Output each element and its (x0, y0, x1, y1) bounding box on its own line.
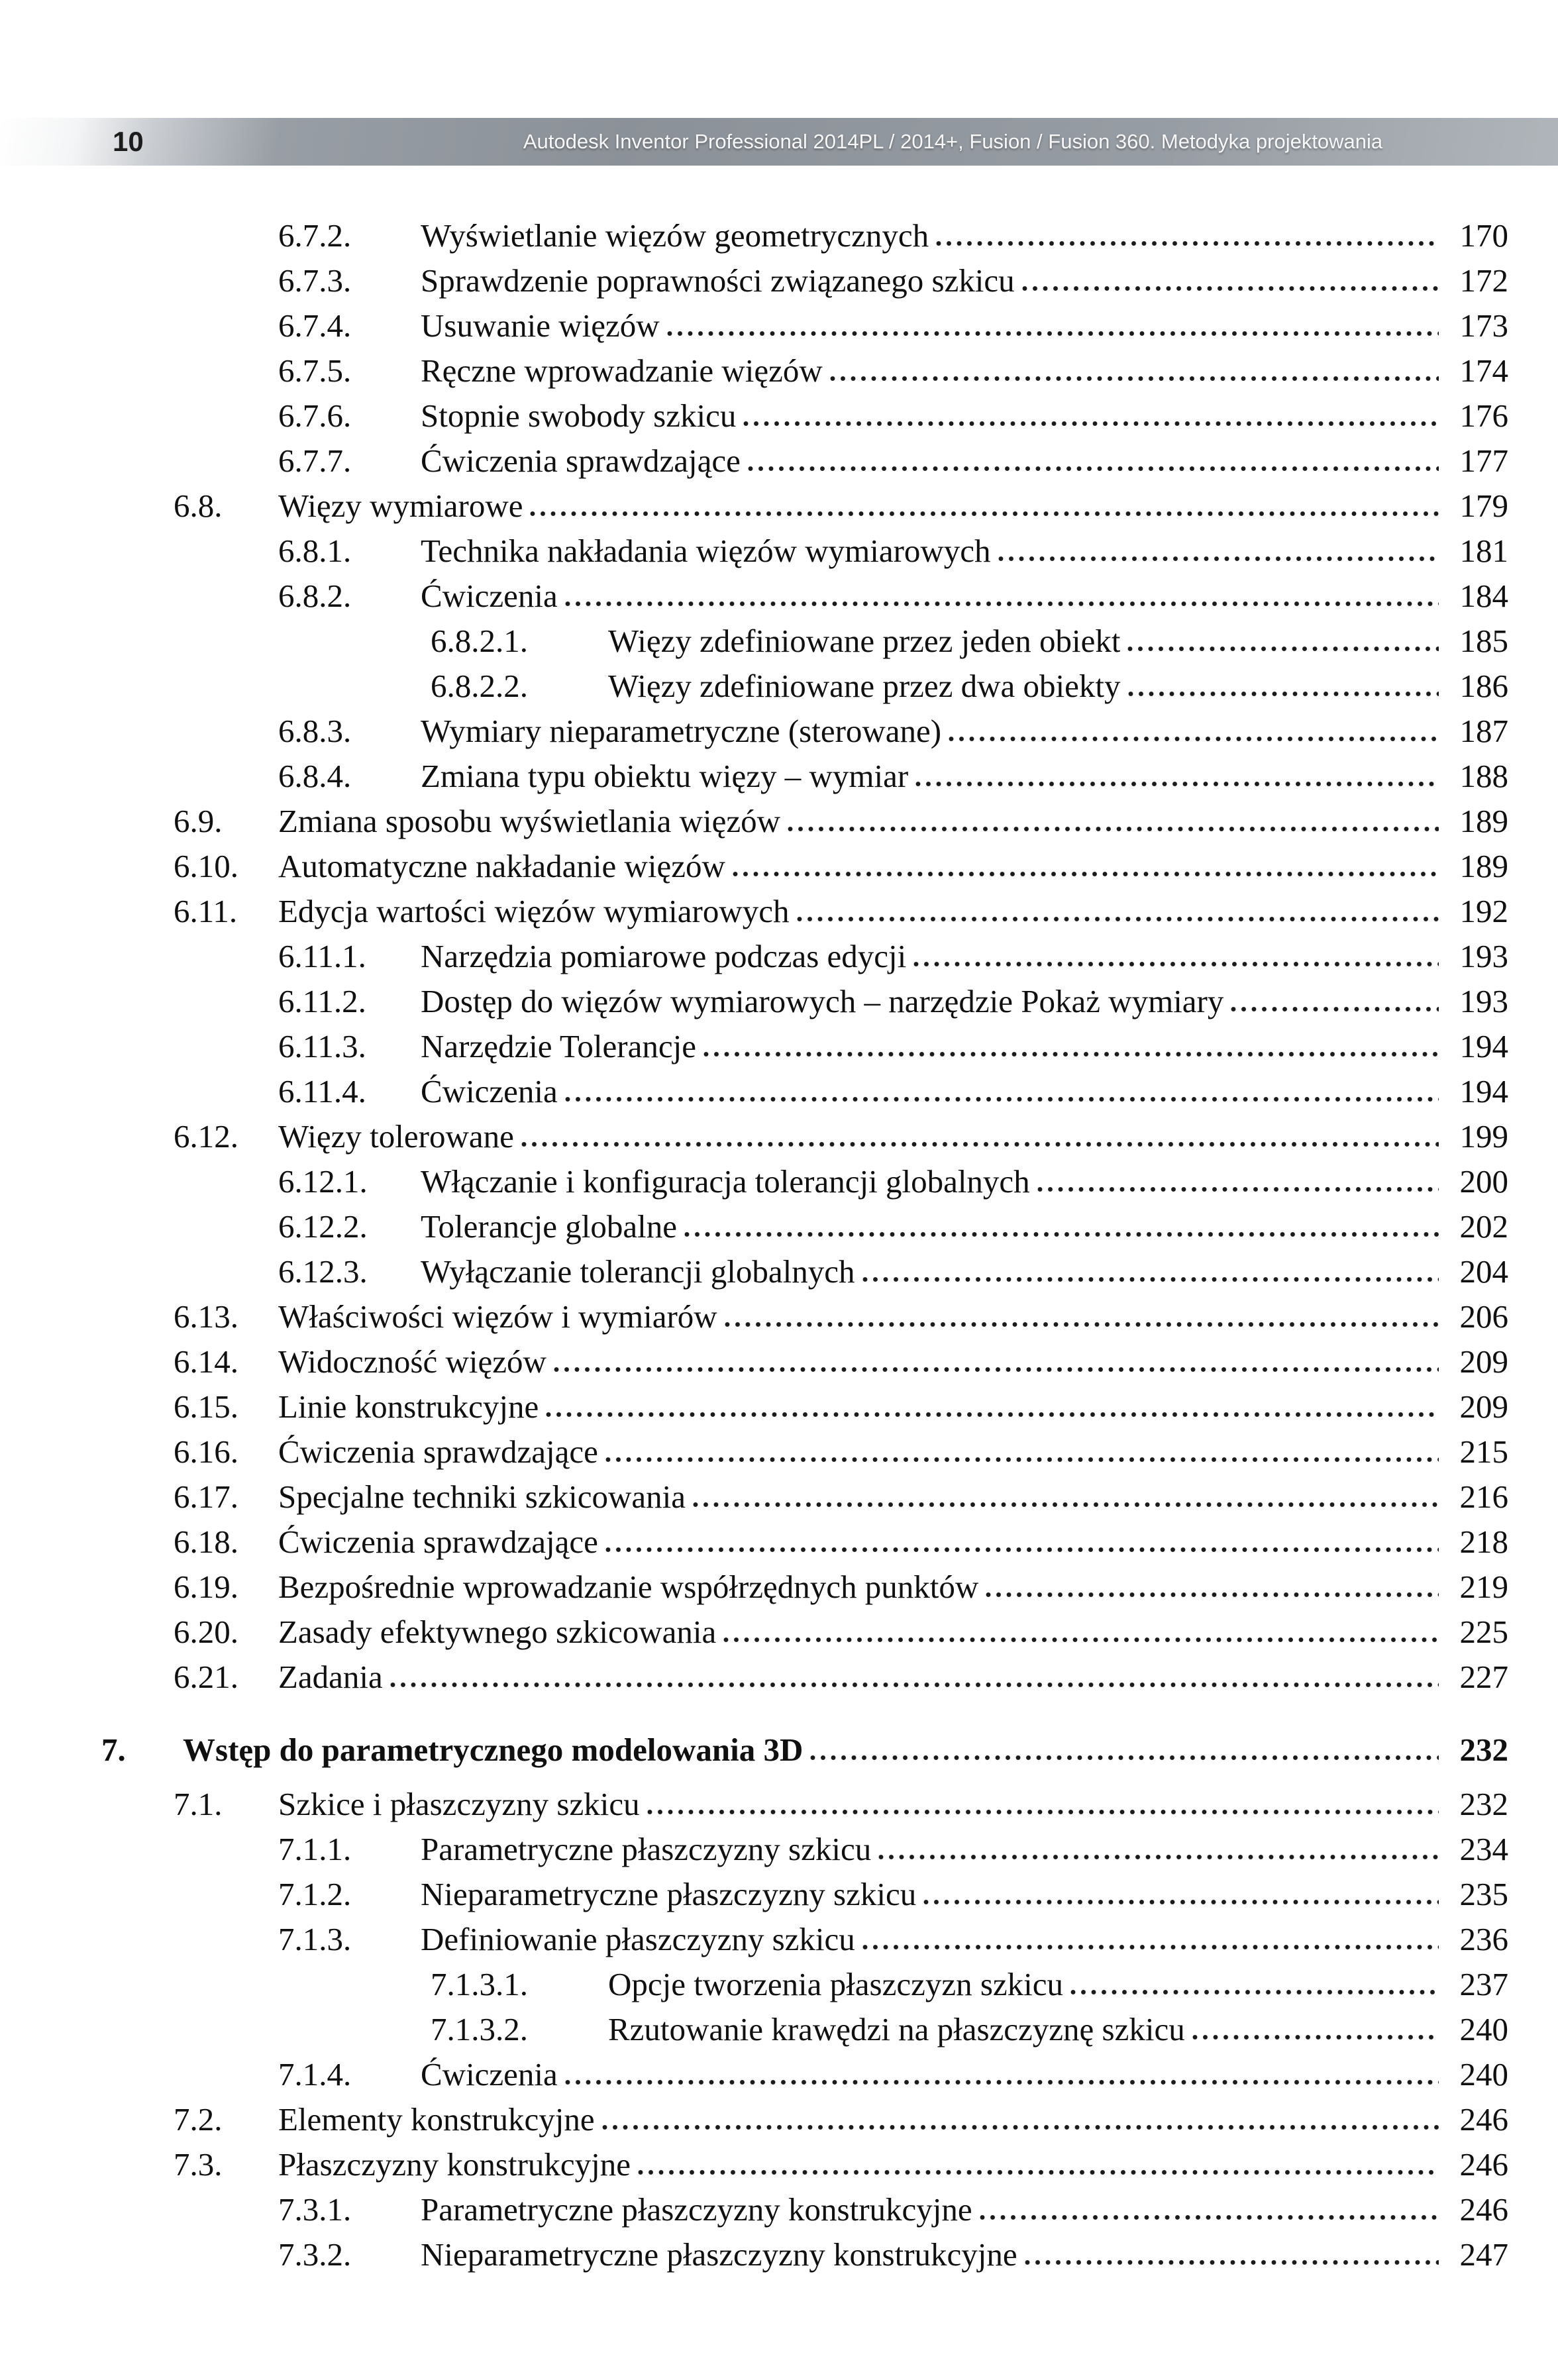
toc-entry-number: 6.7.7. (278, 442, 352, 479)
toc-entry-number: 6.11. (174, 893, 238, 929)
toc-entry-page: 209 (1459, 1343, 1508, 1380)
toc-entry-title: Opcje tworzenia płaszczyzn szkicu (608, 1966, 1064, 2002)
toc-entry (0, 664, 1508, 709)
toc-entry-title: Widoczność więzów (278, 1343, 546, 1380)
toc-entry-title: Wstęp do parametrycznego modelowania 3D (183, 1732, 804, 1768)
toc-dotted-leader (1021, 285, 1439, 291)
toc-entry-page: 218 (1459, 1524, 1508, 1560)
toc-dotted-leader (1070, 1989, 1439, 1995)
running-header (0, 118, 1558, 166)
toc-entry-title: Ćwiczenia (421, 1073, 558, 1110)
toc-dotted-leader (545, 1412, 1439, 1418)
toc-entry-page: 184 (1459, 578, 1508, 614)
toc-dotted-leader (809, 1755, 1439, 1761)
toc-dotted-leader (1192, 2034, 1439, 2040)
toc-entry-number: 6.14. (174, 1343, 238, 1380)
toc-dotted-leader (878, 1854, 1439, 1860)
toc-entry-title: Wyświetlanie więzów geometrycznych (421, 217, 929, 254)
toc-dotted-leader (796, 916, 1439, 922)
toc-entry-page: 193 (1459, 983, 1508, 1019)
toc-entry (0, 303, 1508, 348)
toc-entry-title: Parametryczne płaszczyzny konstrukcyjne (421, 2191, 972, 2228)
toc-dotted-leader (529, 511, 1439, 517)
toc-entry-page: 193 (1459, 938, 1508, 974)
toc-entry-page: 179 (1459, 488, 1508, 524)
toc-entry-number: 6.7.4. (278, 307, 352, 344)
toc-entry-number: 7.1.4. (278, 2056, 352, 2093)
toc-entry (0, 1249, 1508, 1294)
toc-entry (0, 1384, 1508, 1429)
toc-entry (0, 1917, 1508, 1962)
toc-entry-number: 6.20. (174, 1614, 238, 1650)
toc-entry (0, 1520, 1508, 1565)
toc-entry-number: 6.7.2. (278, 217, 352, 254)
toc-dotted-leader (787, 826, 1439, 832)
toc-entry-title: Dostęp do więzów wymiarowych – narzędzie Pokaż wymiary (421, 983, 1224, 1019)
toc-entry (0, 484, 1508, 529)
toc-entry-page: 202 (1459, 1208, 1508, 1245)
toc-entry-number: 6.15. (174, 1388, 238, 1425)
toc-entry-number: 6.7.3. (278, 262, 352, 299)
toc-dotted-leader (647, 1809, 1439, 1815)
toc-entry-number: 6.13. (174, 1298, 238, 1335)
toc-entry-number: 6.11.4. (278, 1073, 366, 1110)
toc-dotted-leader (723, 1637, 1439, 1643)
toc-entry (0, 889, 1508, 934)
toc-entry-title: Elementy konstrukcyjne (278, 2101, 595, 2138)
toc-dotted-leader (601, 2124, 1439, 2130)
toc-entry-title: Ćwiczenia (421, 578, 558, 614)
toc-entry-page: 216 (1459, 1478, 1508, 1515)
toc-entry-title: Zadania (278, 1659, 383, 1695)
toc-dotted-leader (1024, 2259, 1439, 2265)
toc-entry (0, 2187, 1508, 2232)
toc-entry (0, 1294, 1508, 1339)
toc-entry-title: Narzędzie Tolerancje (421, 1028, 696, 1064)
toc-entry-number: 6.8.3. (278, 713, 352, 749)
toc-entry-page: 234 (1459, 1831, 1508, 1867)
toc-entry-page: 189 (1459, 803, 1508, 839)
toc-entry-title: Rzutowanie krawędzi na płaszczyznę szkicu (608, 2011, 1185, 2047)
toc-entry (0, 1872, 1508, 1917)
toc-entry-number: 6.12. (174, 1118, 238, 1155)
toc-entry-number: 7.1.2. (278, 1876, 352, 1912)
toc-entry (0, 213, 1508, 258)
toc-entry (0, 754, 1508, 799)
toc-entry-number: 7.1.3.1. (431, 1966, 528, 2002)
toc-dotted-leader (564, 2079, 1439, 2085)
toc-entry-number: 6.8.2. (278, 578, 352, 614)
toc-entry-title: Stopnie swobody szkicu (421, 397, 737, 434)
toc-entry-number: 7.3.2. (278, 2236, 352, 2273)
toc-entry-number: 7.1.3.2. (431, 2011, 528, 2047)
toc-entry-page: 235 (1459, 1876, 1508, 1912)
toc-entry-number: 6.12.1. (278, 1163, 368, 1200)
toc-entry (0, 709, 1508, 754)
toc-dotted-leader (605, 1547, 1439, 1553)
toc-entry-page: 170 (1459, 217, 1508, 254)
toc-entry-title: Specjalne techniki szkicowania (278, 1478, 686, 1515)
toc-entry-page: 177 (1459, 442, 1508, 479)
toc-entry-title: Nieparametryczne płaszczyzny konstrukcyjne (421, 2236, 1017, 2273)
toc-dotted-leader (862, 1944, 1439, 1950)
toc-entry-page: 225 (1459, 1614, 1508, 1650)
toc-dotted-leader (913, 961, 1439, 967)
toc-entry-page: 173 (1459, 307, 1508, 344)
toc-entry-title: Wyłączanie tolerancji globalnych (421, 1253, 855, 1290)
toc-dotted-leader (743, 421, 1439, 427)
toc-entry-title: Technika nakładania więzów wymiarowych (421, 533, 991, 569)
toc-dotted-leader (1230, 1006, 1439, 1012)
toc-entry-number: 6.8. (174, 488, 223, 524)
toc-entry-title: Zmiana sposobu wyświetlania więzów (278, 803, 780, 839)
toc-entry (0, 574, 1508, 619)
toc-entry-title: Linie konstrukcyjne (278, 1388, 539, 1425)
toc-entry-page: 246 (1459, 2101, 1508, 2138)
toc-entry-title: Nieparametryczne płaszczyzny szkicu (421, 1876, 917, 1912)
toc-entry (0, 1429, 1508, 1475)
toc-entry (0, 1024, 1508, 1069)
toc-entry-number: 7.1.1. (278, 1831, 352, 1867)
toc-entry-number: 6.19. (174, 1569, 238, 1605)
toc-entry-number: 7.1. (174, 1786, 223, 1822)
toc-entry (0, 1610, 1508, 1655)
toc-entry-title: Więzy wymiarowe (278, 488, 523, 524)
toc-entry (0, 1159, 1508, 1204)
toc-entry-title: Sprawdzenie poprawności związanego szkicu (421, 262, 1015, 299)
toc-entry (0, 1204, 1508, 1249)
toc-entry-title: Płaszczyzny konstrukcyjne (278, 2146, 631, 2183)
toc-dotted-leader (684, 1231, 1439, 1237)
toc-entry-number: 6.7.6. (278, 397, 352, 434)
toc-entry-title: Włączanie i konfiguracja tolerancji globalnych (421, 1163, 1030, 1200)
toc-entry-number: 6.17. (174, 1478, 238, 1515)
toc-entry-title: Szkice i płaszczyzny szkicu (278, 1786, 640, 1822)
toc-entry (0, 619, 1508, 664)
toc-entry-number: 7.3. (174, 2146, 223, 2183)
toc-entry-title: Więzy zdefiniowane przez jeden obiekt (608, 623, 1121, 659)
toc-entry-title: Ćwiczenia sprawdzające (421, 442, 741, 479)
toc-entry-page: 209 (1459, 1388, 1508, 1425)
toc-dotted-leader (998, 556, 1439, 562)
toc-entry-page: 192 (1459, 893, 1508, 929)
toc-entry-number: 6.8.2.2. (431, 668, 528, 704)
toc-entry (0, 1565, 1508, 1610)
toc-entry-title: Bezpośrednie wprowadzanie współrzędnych punktów (278, 1569, 979, 1605)
toc-entry-number: 7. (101, 1732, 126, 1768)
toc-entry-number: 6.18. (174, 1524, 238, 1560)
toc-entry-number: 6.8.1. (278, 533, 352, 569)
toc-entry-title: Zmiana typu obiektu więzy – wymiar (421, 758, 909, 794)
toc-entry-title: Więzy tolerowane (278, 1118, 514, 1155)
toc-entry-number: 6.12.3. (278, 1253, 368, 1290)
toc-entry-page: 186 (1459, 668, 1508, 704)
toc-entry-number: 7.2. (174, 2101, 223, 2138)
toc-entry-number: 6.8.4. (278, 758, 352, 794)
toc-entry (0, 1114, 1508, 1159)
toc-entry-number: 6.12.2. (278, 1208, 368, 1245)
toc-entry-page: 176 (1459, 397, 1508, 434)
running-title: Autodesk Inventor Professional 2014PL / 2014+, Fusion / Fusion 360. Metodyka projektowania (523, 130, 1383, 153)
toc-dotted-leader (605, 1457, 1439, 1463)
toc-dotted-leader (862, 1276, 1439, 1282)
toc-entry (0, 1475, 1508, 1520)
toc-dotted-leader (553, 1367, 1439, 1372)
toc-entry (0, 1728, 1508, 1773)
toc-entry-page: 194 (1459, 1073, 1508, 1110)
toc-dotted-leader (829, 376, 1439, 382)
toc-dotted-leader (637, 2169, 1439, 2175)
toc-entry (0, 979, 1508, 1024)
toc-entry-number: 6.11.2. (278, 983, 366, 1019)
toc-entry-page: 247 (1459, 2236, 1508, 2273)
toc-entry (0, 258, 1508, 303)
toc-entry-title: Zasady efektywnego szkicowania (278, 1614, 717, 1650)
toc-entry-number: 6.9. (174, 803, 223, 839)
toc-entry-page: 246 (1459, 2146, 1508, 2183)
toc-entry-number: 6.7.5. (278, 352, 352, 389)
toc-dotted-leader (979, 2214, 1439, 2220)
toc-entry-page: 219 (1459, 1569, 1508, 1605)
toc-entry-page: 246 (1459, 2191, 1508, 2228)
toc-entry-page: 227 (1459, 1659, 1508, 1695)
page-number: 10 (113, 126, 144, 157)
toc-entry (0, 439, 1508, 484)
toc-entry-page: 172 (1459, 262, 1508, 299)
toc-dotted-leader (1037, 1186, 1439, 1192)
toc-entry (0, 393, 1508, 439)
toc-entry-page: 194 (1459, 1028, 1508, 1064)
toc-entry (0, 1962, 1508, 2007)
toc-dotted-leader (732, 871, 1439, 877)
toc-entry-number: 6.16. (174, 1433, 238, 1470)
toc-entry-title: Ręczne wprowadzanie więzów (421, 352, 823, 389)
toc-entry-title: Więzy zdefiniowane przez dwa obiekty (608, 668, 1121, 704)
toc-entry-page: 185 (1459, 623, 1508, 659)
toc-entry-title: Wymiary nieparametryczne (sterowane) (421, 713, 942, 749)
toc-entry-page: 200 (1459, 1163, 1508, 1200)
toc-entry-number: 6.11.1. (278, 938, 366, 974)
toc-entry-page: 240 (1459, 2011, 1508, 2047)
toc-dotted-leader (923, 1899, 1439, 1905)
toc-entry-page: 240 (1459, 2056, 1508, 2093)
toc-entry-title: Ćwiczenia sprawdzające (278, 1433, 598, 1470)
toc-dotted-leader (1127, 646, 1439, 652)
toc-dotted-leader (948, 736, 1439, 742)
toc-entry-page: 215 (1459, 1433, 1508, 1470)
toc-entry (0, 1827, 1508, 1872)
toc-entry (0, 1339, 1508, 1384)
toc-dotted-leader (521, 1141, 1439, 1147)
toc-entry-title: Tolerancje globalne (421, 1208, 678, 1245)
toc-entry-number: 6.10. (174, 848, 238, 884)
toc-entry (0, 2142, 1508, 2187)
toc-entry-title: Parametryczne płaszczyzny szkicu (421, 1831, 872, 1867)
toc-dotted-leader (915, 781, 1439, 787)
toc-entry-title: Ćwiczenia (421, 2056, 558, 2093)
toc-entry-number: 6.21. (174, 1659, 238, 1695)
toc-entry-page: 206 (1459, 1298, 1508, 1335)
toc-entry-number: 6.11.3. (278, 1028, 366, 1064)
toc-dotted-leader (390, 1682, 1439, 1688)
toc-entry (0, 799, 1508, 844)
toc-entry-title: Edycja wartości więzów wymiarowych (278, 893, 790, 929)
toc-dotted-leader (564, 601, 1439, 607)
toc-entry-page: 174 (1459, 352, 1508, 389)
toc-entry (0, 348, 1508, 393)
toc-dotted-leader (692, 1502, 1439, 1508)
toc-entry-number: 6.8.2.1. (431, 623, 528, 659)
toc-entry (0, 934, 1508, 979)
toc-entry (0, 2232, 1508, 2277)
toc-entry-page: 237 (1459, 1966, 1508, 2002)
toc-entry (0, 1782, 1508, 1827)
toc-dotted-leader (724, 1321, 1439, 1327)
toc-entry-page: 187 (1459, 713, 1508, 749)
toc-entry (0, 529, 1508, 574)
toc-entry-title: Automatyczne nakładanie więzów (278, 848, 725, 884)
toc-list (0, 213, 1558, 2277)
toc-dotted-leader (1127, 691, 1439, 697)
toc-dotted-leader (985, 1592, 1439, 1598)
toc-entry-page: 232 (1459, 1732, 1508, 1768)
toc-dotted-leader (747, 466, 1439, 472)
toc-entry-title: Narzędzia pomiarowe podczas edycji (421, 938, 907, 974)
toc-entry-page: 232 (1459, 1786, 1508, 1822)
toc-entry (0, 2007, 1508, 2052)
toc-entry (0, 844, 1508, 889)
toc-dotted-leader (666, 331, 1439, 336)
toc-entry-title: Definiowanie płaszczyzny szkicu (421, 1921, 855, 1957)
toc-entry-page: 236 (1459, 1921, 1508, 1957)
toc-entry (0, 2097, 1508, 2142)
toc-entry-page: 189 (1459, 848, 1508, 884)
toc-entry-title: Właściwości więzów i wymiarów (278, 1298, 717, 1335)
toc-dotted-leader (564, 1096, 1439, 1102)
toc-entry-title: Usuwanie więzów (421, 307, 660, 344)
toc-entry (0, 2052, 1508, 2097)
toc-entry-page: 204 (1459, 1253, 1508, 1290)
toc-entry-title: Ćwiczenia sprawdzające (278, 1524, 598, 1560)
toc-entry-number: 7.1.3. (278, 1921, 352, 1957)
toc-entry-page: 181 (1459, 533, 1508, 569)
toc-dotted-leader (703, 1051, 1439, 1057)
toc-entry-page: 188 (1459, 758, 1508, 794)
toc-entry (0, 1655, 1508, 1700)
toc-entry (0, 1069, 1508, 1114)
toc-entry-page: 199 (1459, 1118, 1508, 1155)
toc-entry-number: 7.3.1. (278, 2191, 352, 2228)
toc-dotted-leader (935, 240, 1439, 246)
